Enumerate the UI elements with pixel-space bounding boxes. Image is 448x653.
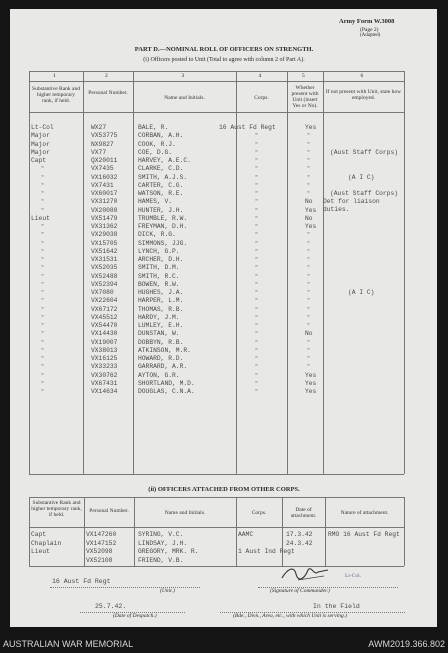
row-number: NX9827 xyxy=(91,140,114,148)
row-present: Yes xyxy=(305,371,317,379)
row-name: THOMAS, R.B. xyxy=(138,305,184,313)
row-rank-ditto: " xyxy=(41,273,45,280)
row-rank-ditto: " xyxy=(41,182,45,189)
attached-row-name: FRIEND, V.B. xyxy=(138,556,184,564)
row-number: VX52394 xyxy=(91,280,118,288)
row-name: SMITH, D.M. xyxy=(138,264,180,272)
row-present-ditto: " xyxy=(307,182,311,189)
row-rank-ditto: " xyxy=(41,298,45,305)
row-name: DICK, R.G. xyxy=(138,231,176,239)
row-rank: Lieut xyxy=(31,214,50,222)
column-number-5: 5 xyxy=(302,73,305,79)
row-present-ditto: " xyxy=(307,265,311,272)
row-name: HAMES, V. xyxy=(138,198,173,206)
attached-col-divider-1 xyxy=(84,497,85,566)
row-name: WATSON, R.E. xyxy=(138,190,184,197)
row-number: VX52035 xyxy=(91,264,118,272)
row-corps-ditto: " xyxy=(255,232,259,239)
row-present-ditto: " xyxy=(307,174,311,181)
row-corps-ditto: " xyxy=(255,290,259,296)
attached-row-corps: 1 Aust Ind Regt xyxy=(238,548,295,555)
row-rank-ditto: " xyxy=(41,281,45,288)
row-number: VX67172 xyxy=(91,305,118,313)
row-number: VX29038 xyxy=(91,231,118,239)
attached-row-name: LINDSAY, J.H. xyxy=(138,539,188,547)
row-name: HUNTER, J.H. xyxy=(138,206,184,214)
attached-header-date: Date of attachment. xyxy=(290,507,317,519)
row-name: BOWEN, R.W. xyxy=(138,280,180,288)
despatch-date-label: (Date of Despatch.) xyxy=(113,613,157,619)
row-note: (Aust Staff Corps) xyxy=(330,190,399,197)
row-present-ditto: " xyxy=(307,240,311,247)
commander-signature xyxy=(278,562,338,584)
unit-line xyxy=(50,587,200,588)
footer-institution: AUSTRALIAN WAR MEMORIAL xyxy=(3,639,134,649)
row-present-ditto: " xyxy=(307,273,311,280)
row-present: No xyxy=(305,330,313,338)
row-number: VX16032 xyxy=(91,173,118,181)
attached-row-rank: Lieut xyxy=(31,548,50,555)
row-present-ditto: " xyxy=(307,166,311,173)
row-name: SHORTLAND, M.D. xyxy=(138,379,195,387)
row-number: VX54470 xyxy=(91,322,118,329)
row-corps-ditto: " xyxy=(255,182,259,189)
row-present-ditto: " xyxy=(307,281,311,288)
row-number: VX7431 xyxy=(91,181,114,189)
table-col-divider-1 xyxy=(83,71,84,474)
attached-col-divider-6 xyxy=(404,497,405,566)
attached-row-number: VX52108 xyxy=(86,556,113,564)
row-present: Yes xyxy=(305,223,317,230)
attached-header-rank: Substantive Rank and higher temporary rank, if held. xyxy=(31,500,82,518)
row-number: VX51479 xyxy=(91,214,118,222)
table-col-divider-5 xyxy=(323,71,324,474)
row-rank-ditto: " xyxy=(41,323,45,329)
row-corps-ditto: " xyxy=(255,331,259,338)
row-rank-ditto: " xyxy=(41,306,45,313)
row-number: VX22604 xyxy=(91,297,118,305)
attached-col-divider-0 xyxy=(29,497,30,566)
row-name: DOBBYN, R.B. xyxy=(138,338,184,346)
row-rank-ditto: " xyxy=(41,174,45,181)
row-corps-ditto: " xyxy=(255,380,259,387)
row-name: HARVEY, A.E.C. xyxy=(138,157,191,164)
header-corps: Corps. xyxy=(254,95,269,101)
row-rank-ditto: " xyxy=(41,356,45,362)
row-number: VX15705 xyxy=(91,239,118,247)
row-corps-ditto: " xyxy=(255,364,259,371)
table-col-divider-0 xyxy=(29,71,30,474)
row-number: VX38013 xyxy=(91,346,118,354)
table-col-divider-2 xyxy=(133,71,134,474)
row-name: SIMMONS, JJG. xyxy=(138,239,188,247)
row-corps-ditto: " xyxy=(255,257,259,263)
row-name: DOUGLAS, C.N.A. xyxy=(138,388,195,395)
row-number: VX51642 xyxy=(91,247,118,255)
signature-label: (Signature of Commander.) xyxy=(270,588,330,594)
row-corps-ditto: " xyxy=(255,248,259,255)
row-corps-ditto: " xyxy=(255,224,259,230)
row-present-ditto: " xyxy=(307,257,311,263)
table-rule-2 xyxy=(29,112,404,113)
header-name: Name and Initials. xyxy=(164,95,205,101)
row-corps-ditto: " xyxy=(255,207,259,214)
row-note: (A I C) xyxy=(348,173,375,181)
row-name: SMITH, R.C. xyxy=(138,272,180,280)
row-number: VX67431 xyxy=(91,379,118,387)
row-corps-ditto: " xyxy=(255,141,259,148)
row-corps-ditto: " xyxy=(255,389,259,395)
attached-row-corps: AAMC xyxy=(238,531,254,538)
row-corps-ditto: " xyxy=(255,281,259,288)
row-number: VX31531 xyxy=(91,256,118,263)
row-corps-ditto: " xyxy=(255,174,259,181)
form-page: (Page 2) xyxy=(360,27,379,33)
table-col-divider-3 xyxy=(236,71,237,474)
row-name: AYTON, G.R. xyxy=(138,371,180,379)
row-rank-ditto: " xyxy=(41,339,45,346)
row-rank-ditto: " xyxy=(41,364,45,371)
attached-row-number: VX147152 xyxy=(86,539,117,547)
row-number: VX16125 xyxy=(91,355,118,362)
row-corps-ditto: " xyxy=(255,273,259,280)
row-note: Det for liaison duties. xyxy=(323,198,380,214)
row-corps-ditto: " xyxy=(255,323,259,329)
row-name: HUGHES, J.A. xyxy=(138,289,184,296)
row-present-ditto: " xyxy=(307,149,311,156)
row-number: VX30762 xyxy=(91,371,118,379)
row-number: VX45512 xyxy=(91,313,118,321)
row-rank-ditto: " xyxy=(41,224,45,230)
row-rank-ditto: " xyxy=(41,331,45,338)
attached-heading: (ii) OFFICERS ATTACHED FROM OTHER CORPS. xyxy=(148,486,300,493)
attached-row-rank: Capt xyxy=(31,531,47,538)
part-d-subheading: (i) Officers posted to Unit (Total to agree with column 2 of Part A). xyxy=(143,57,305,63)
attached-row-name: GREGORY, MRK. R. xyxy=(138,548,199,555)
row-corps-ditto: " xyxy=(255,158,259,164)
row-name: HARDY, J.M. xyxy=(138,313,180,321)
row-rank: Capt xyxy=(31,157,47,164)
column-number-6: 6 xyxy=(360,73,364,79)
row-name: COE, D.G. xyxy=(138,148,173,156)
row-corps: 16 Aust Fd Regt xyxy=(219,124,276,131)
header-employed: If not present with Unit, state how employed. xyxy=(325,89,402,101)
row-rank: Major xyxy=(31,132,50,140)
row-name: CORBAN, A.H. xyxy=(138,132,184,140)
row-rank-ditto: " xyxy=(41,347,45,354)
place-label: (Bde., Divn., Area, etc., with which Unit is serving.) xyxy=(233,613,347,619)
row-number: WX27 xyxy=(91,124,107,131)
row-number: VX7080 xyxy=(91,289,114,296)
row-name: BALE, R. xyxy=(138,124,169,131)
row-note: (Aust Staff Corps) xyxy=(330,148,399,156)
row-present-ditto: " xyxy=(307,158,311,164)
row-rank-ditto: " xyxy=(41,314,45,321)
row-name: ATKINSON, M.R. xyxy=(138,346,191,354)
row-corps-ditto: " xyxy=(255,298,259,305)
row-name: CLARKE, C.D. xyxy=(138,165,184,173)
row-present-ditto: " xyxy=(307,323,311,329)
table-col-divider-6 xyxy=(404,71,405,474)
row-number: VX52488 xyxy=(91,272,118,280)
row-name: CARTER, C.G. xyxy=(138,181,184,189)
row-rank-ditto: " xyxy=(41,380,45,387)
row-rank-ditto: " xyxy=(41,191,45,197)
despatch-date-value: 25.7.42. xyxy=(95,603,127,610)
row-name: SMITH, A.J.S. xyxy=(138,173,188,181)
row-rank: Major xyxy=(31,148,50,156)
attached-col-divider-2 xyxy=(134,497,135,566)
row-name: DUNSTAN, W. xyxy=(138,330,180,338)
row-name: TRUMBLE, R.W. xyxy=(138,214,188,222)
column-number-1: 1 xyxy=(53,73,56,79)
row-rank-ditto: " xyxy=(41,290,45,296)
attached-header-corps: Corps. xyxy=(251,510,267,516)
row-name: ARCHER, D.H. xyxy=(138,256,184,263)
row-number: VX33233 xyxy=(91,363,118,371)
row-corps-ditto: " xyxy=(255,166,259,173)
column-number-3: 3 xyxy=(181,73,185,79)
row-corps-ditto: " xyxy=(255,191,259,197)
attached-row-rank: Chaplain xyxy=(31,539,62,547)
attached-rule-1 xyxy=(29,527,404,528)
place-value: In the Field xyxy=(313,603,360,610)
unit-label: (Unit.) xyxy=(160,588,175,594)
row-number: VX14430 xyxy=(91,330,118,338)
header-present: Whether present with Unit (insert Yes or No). xyxy=(291,85,319,109)
attached-row-date: 17.3.42 xyxy=(286,531,313,538)
attached-rule-bottom xyxy=(29,566,404,567)
row-number: VX31270 xyxy=(91,198,118,206)
attached-header-nature: Nature of attachment. xyxy=(340,510,389,516)
row-rank-ditto: " xyxy=(41,265,45,272)
row-name: COOK, R.J. xyxy=(138,140,176,148)
footer-accession: AWM2019.366.802 xyxy=(368,639,445,649)
row-rank-ditto: " xyxy=(41,389,45,395)
row-rank-ditto: " xyxy=(41,232,45,239)
row-note: (A I C) xyxy=(348,289,375,296)
attached-header-number: Personal Number. xyxy=(89,508,129,514)
attached-row-number: VX147260 xyxy=(86,531,117,538)
row-corps-ditto: " xyxy=(255,356,259,362)
row-present-ditto: " xyxy=(307,248,311,255)
row-present: Yes xyxy=(305,206,317,214)
attached-col-divider-5 xyxy=(325,497,326,566)
form-title: Army Form W.3008 xyxy=(339,18,395,25)
row-rank: Lt-Col xyxy=(31,124,54,131)
row-corps-ditto: " xyxy=(255,372,259,379)
attached-row-date: 24.3.42 xyxy=(286,539,313,547)
row-rank-ditto: " xyxy=(41,248,45,255)
row-number: VX20080 xyxy=(91,206,118,214)
row-rank-ditto: " xyxy=(41,166,45,173)
row-number: VX77 xyxy=(91,148,107,156)
row-name: LYNCH, G.P. xyxy=(138,247,180,255)
attached-row-number: VX52098 xyxy=(86,548,113,555)
row-name: GARRARD, A.R. xyxy=(138,363,188,371)
row-rank-ditto: " xyxy=(41,257,45,263)
row-name: HARPER, L.M. xyxy=(138,297,184,305)
row-present-ditto: " xyxy=(307,191,311,197)
row-present-ditto: " xyxy=(307,339,311,346)
row-present-ditto: " xyxy=(307,364,311,371)
row-corps-ditto: " xyxy=(255,265,259,272)
row-present: Yes xyxy=(305,388,317,395)
row-rank-ditto: " xyxy=(41,240,45,247)
signature-rank: Lt-Col. xyxy=(345,573,362,579)
row-present: No xyxy=(305,214,313,222)
row-number: VX19007 xyxy=(91,338,118,346)
row-number: QX20011 xyxy=(91,157,118,164)
row-corps-ditto: " xyxy=(255,149,259,156)
part-d-heading: PART D.—NOMINAL ROLL OF OFFICERS ON STRENGTH. xyxy=(134,46,314,53)
row-corps-ditto: " xyxy=(255,215,259,222)
row-present-ditto: " xyxy=(307,347,311,354)
row-number: VX14634 xyxy=(91,388,118,395)
attached-header-name: Name and Initials. xyxy=(164,510,206,516)
row-rank-ditto: " xyxy=(41,372,45,379)
row-present-ditto: " xyxy=(307,141,311,148)
table-rule-bottom xyxy=(29,474,404,475)
row-present: Yes xyxy=(305,124,317,131)
row-present-ditto: " xyxy=(307,356,311,362)
table-rule-0 xyxy=(29,71,404,72)
unit-value: 16 Aust Fd Regt xyxy=(52,578,111,585)
attached-col-divider-3 xyxy=(236,497,237,566)
column-number-4: 4 xyxy=(258,73,262,79)
row-present-ditto: " xyxy=(307,298,311,305)
row-name: HOWARD, R.D. xyxy=(138,355,184,362)
row-rank: Major xyxy=(31,140,50,148)
row-present: No xyxy=(305,198,313,206)
row-corps-ditto: " xyxy=(255,133,259,140)
row-corps-ditto: " xyxy=(255,306,259,313)
row-number: VX53775 xyxy=(91,132,118,140)
attached-row-name: SYRING, V.C. xyxy=(138,531,184,538)
row-number: VX31362 xyxy=(91,223,118,230)
row-name: FREYMAN, D.H. xyxy=(138,223,188,230)
attached-rule-0 xyxy=(29,497,404,498)
row-present-ditto: " xyxy=(307,232,311,239)
row-corps-ditto: " xyxy=(255,314,259,321)
row-rank-ditto: " xyxy=(41,199,45,206)
row-present-ditto: " xyxy=(307,133,311,140)
header-rank: Substantive Rank and higher temporary rank, if held. xyxy=(32,86,80,104)
row-corps-ditto: " xyxy=(255,199,259,206)
row-name: LUMLEY, E.H. xyxy=(138,322,184,329)
row-rank-ditto: " xyxy=(41,207,45,214)
row-present-ditto: " xyxy=(307,306,311,313)
row-present: Yes xyxy=(305,379,317,387)
attached-row-nature: RMO 16 Aust Fd Regt xyxy=(328,531,400,538)
table-rule-1 xyxy=(29,81,404,82)
column-number-2: 2 xyxy=(105,73,108,79)
table-col-divider-4 xyxy=(287,71,288,474)
row-present-ditto: " xyxy=(307,290,311,296)
row-corps-ditto: " xyxy=(255,339,259,346)
row-number: VX60017 xyxy=(91,190,118,197)
row-corps-ditto: " xyxy=(255,347,259,354)
header-number: Personal Number. xyxy=(88,90,128,96)
row-corps-ditto: " xyxy=(255,240,259,247)
form-adapted: (Adapted) xyxy=(360,33,381,38)
row-number: VX7435 xyxy=(91,165,114,173)
attached-col-divider-4 xyxy=(282,497,283,566)
row-present-ditto: " xyxy=(307,314,311,321)
